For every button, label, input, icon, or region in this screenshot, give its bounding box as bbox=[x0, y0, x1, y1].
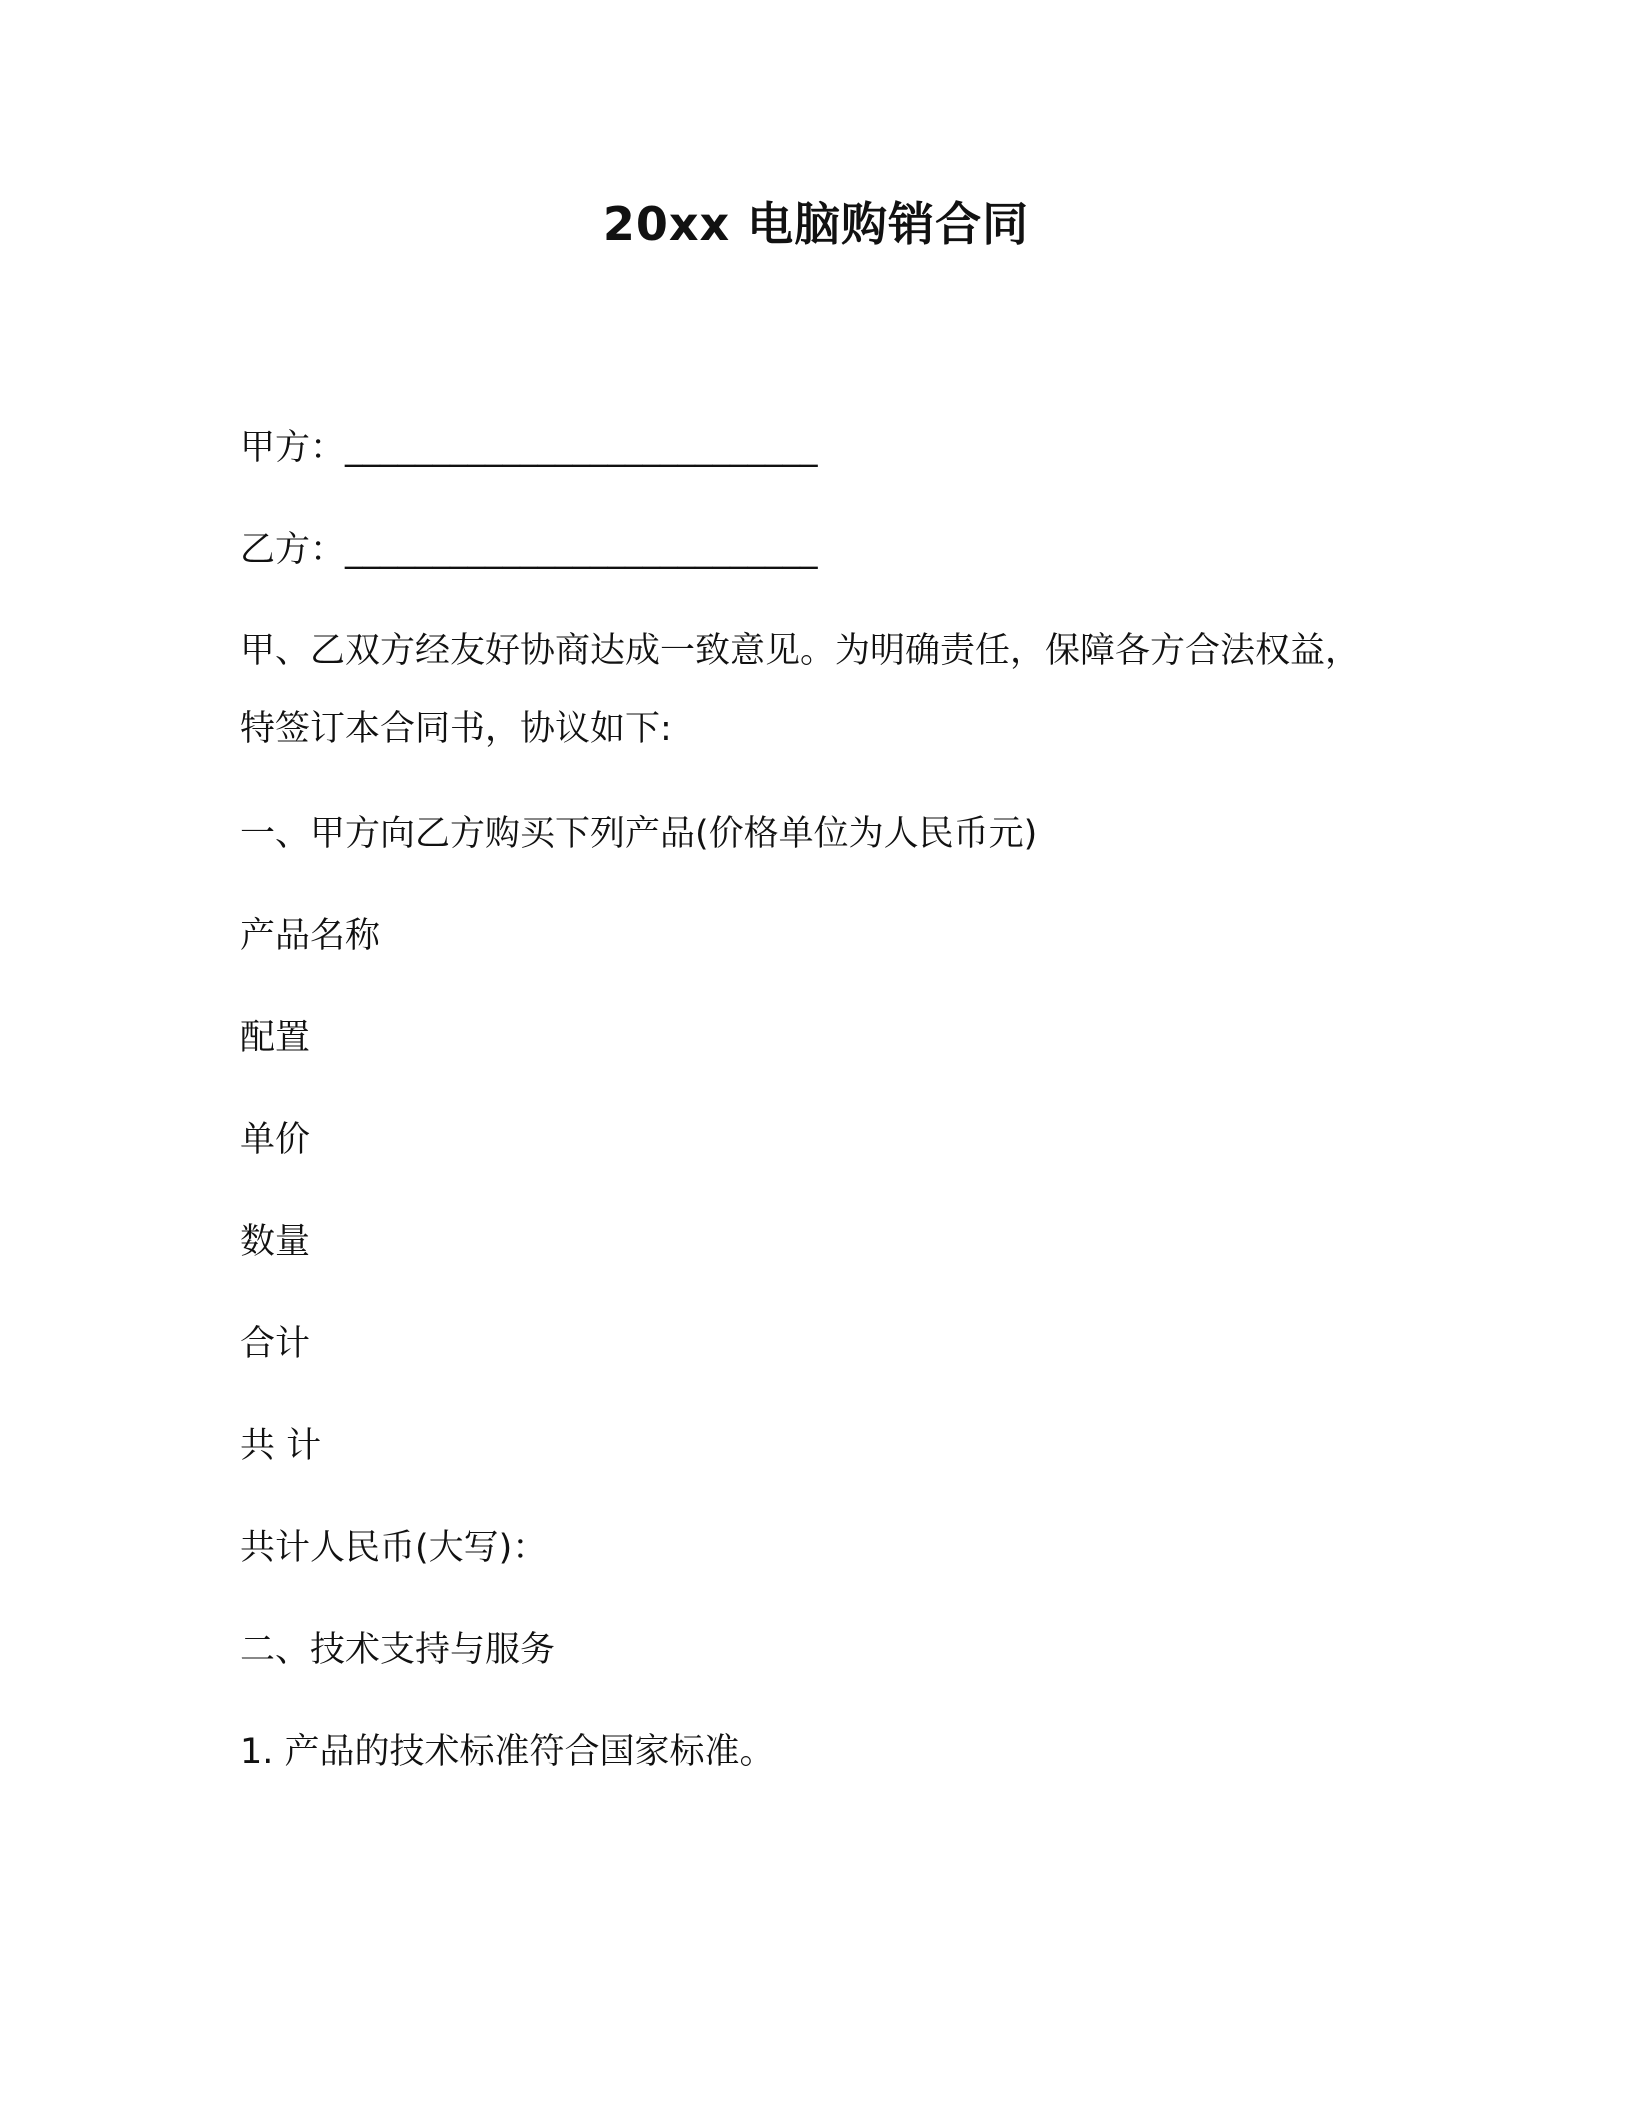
party-a-line: 甲方：___________________________ bbox=[240, 428, 818, 468]
section2-heading: 二、技术支持与服务 bbox=[240, 1630, 556, 1670]
subtotal-label: 合计 bbox=[240, 1324, 311, 1364]
intro-paragraph: 甲、乙双方经友好协商达成一致意见。为明确责任，保障各方合法权益，特签订本合同书，协议如下: bbox=[240, 631, 1361, 749]
unit-price-label: 单价 bbox=[240, 1120, 311, 1160]
total-label: 共 计 bbox=[240, 1426, 322, 1466]
party-b-line: 乙方：___________________________ bbox=[240, 530, 818, 570]
total-rmb-label: 共计人民币(大写)： bbox=[240, 1528, 548, 1568]
section1-heading: 一、甲方向乙方购买下列产品(价格单位为人民币元) bbox=[240, 814, 1038, 854]
quantity-label: 数量 bbox=[240, 1222, 311, 1262]
config-label: 配置 bbox=[240, 1018, 311, 1058]
section2-item-1: 1. 产品的技术标准符合国家标准。 bbox=[240, 1732, 775, 1772]
document-title: 20xx 电脑购销合同 bbox=[602, 197, 1030, 251]
product-name-label: 产品名称 bbox=[240, 916, 381, 956]
